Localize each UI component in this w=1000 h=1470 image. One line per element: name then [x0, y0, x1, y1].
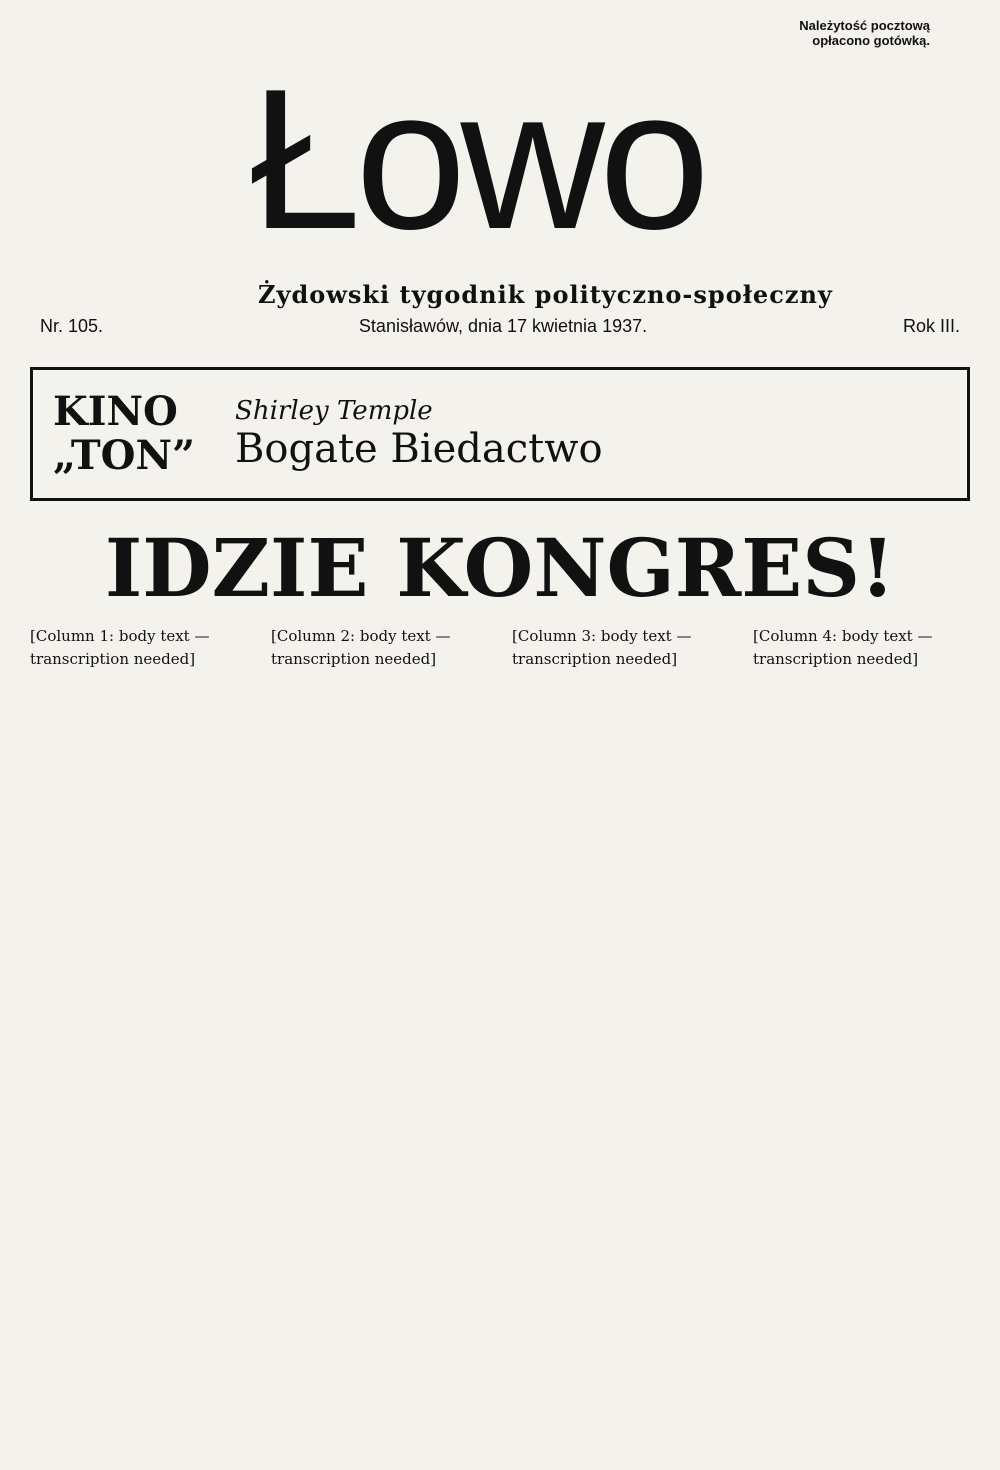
- body-columns: [30, 625, 970, 670]
- column-1: [Column 1: body text — transcription needed]: [30, 627, 210, 668]
- year: Rok III.: [902, 316, 960, 336]
- column-2: [Column 2: body text — transcription needed]: [271, 627, 451, 668]
- postage-line: Należytość pocztową: [799, 18, 930, 33]
- issue-number: Nr. 105.: [40, 316, 104, 336]
- masthead: [0, 0, 1000, 309]
- cinema-ad: [30, 367, 970, 501]
- ad-kino: KINO: [53, 388, 178, 435]
- ad-film-title: Bogate Biedactwo: [235, 426, 603, 472]
- ad-film: [235, 396, 603, 472]
- issue-info: [40, 316, 960, 337]
- subtitle: Żydowski tygodnik polityczno-społeczny: [258, 280, 833, 309]
- headline: IDZIE KONGRES!: [104, 521, 896, 615]
- logo: Łowo: [250, 48, 705, 271]
- date-line: Stanisławów, dnia 17 kwietnia 1937.: [358, 316, 648, 336]
- postage-line: opłacono gotówką.: [812, 33, 930, 48]
- ad-venue: [53, 390, 195, 478]
- ad-star: Shirley Temple: [235, 396, 433, 426]
- column-3: [Column 3: body text — transcription needed]: [512, 627, 692, 668]
- column-4: [Column 4: body text — transcription needed]: [753, 627, 933, 668]
- postage-note: [799, 18, 930, 48]
- ad-name: „TON”: [53, 432, 196, 479]
